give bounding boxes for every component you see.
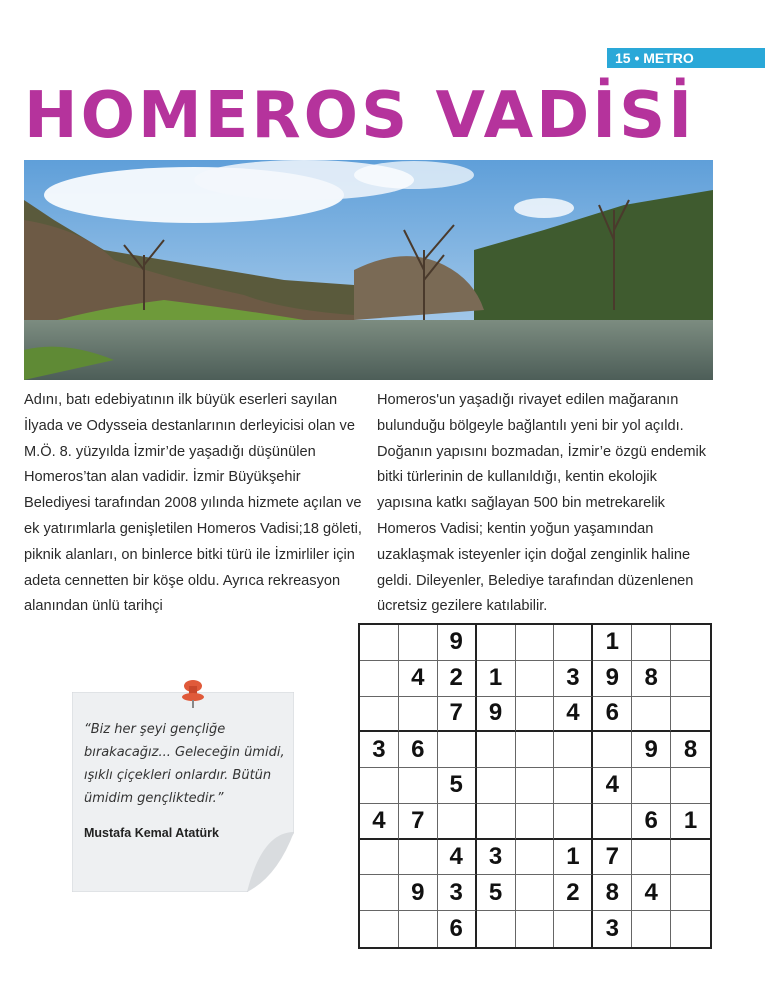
article-right-column: Homeros'un yaşadığı rivayet edilen mağaranın bulunduğu bölgeyle bağlantılı yeni bir yol açıldı. Doğanın yapısını bozmadan, İzmir’e özgü endemik bitki türlerinin de kullanıldığı, kentin ekolojik yapısına katkı sağlayan 500 bin metrekarelik Homeros Vadisi; kentin yoğun yaşamından uzaklaşmak isteyenler için doğal zenginlik haline geldi. Dileyenler, Belediye tarafından düzenlenen ücretsiz gezilere katılabilir. xyxy=(377,392,707,615)
quote-author: Mustafa Kemal Atatürk xyxy=(84,826,219,840)
sudoku-cell xyxy=(671,768,710,804)
sudoku-cell xyxy=(516,804,555,840)
sudoku-cell xyxy=(516,732,555,768)
sudoku-cell: 6 xyxy=(399,732,438,768)
sudoku-cell xyxy=(593,732,632,768)
sudoku-cell: 2 xyxy=(554,875,593,911)
sudoku-cell xyxy=(593,804,632,840)
sudoku-cell: 4 xyxy=(438,840,477,876)
sudoku-cell: 3 xyxy=(554,661,593,697)
sudoku-cell: 6 xyxy=(438,911,477,947)
sudoku-cell xyxy=(360,875,399,911)
sudoku-cell: 9 xyxy=(399,875,438,911)
sudoku-cell xyxy=(477,804,516,840)
sudoku-cell xyxy=(360,840,399,876)
sudoku-cell xyxy=(360,697,399,733)
sudoku-cell: 3 xyxy=(360,732,399,768)
sudoku-cell xyxy=(477,768,516,804)
sudoku-cell xyxy=(554,625,593,661)
sudoku-cell xyxy=(671,875,710,911)
sudoku-cell xyxy=(399,768,438,804)
quote-note xyxy=(72,692,294,892)
sudoku-cell xyxy=(360,625,399,661)
sudoku-cell xyxy=(516,911,555,947)
sudoku-cell xyxy=(554,911,593,947)
sudoku-cell xyxy=(516,768,555,804)
landscape-photo xyxy=(24,160,713,380)
sudoku-cell: 3 xyxy=(477,840,516,876)
sudoku-cell xyxy=(632,768,671,804)
sudoku-cell xyxy=(477,625,516,661)
sudoku-cell: 7 xyxy=(593,840,632,876)
sudoku-cell: 1 xyxy=(554,840,593,876)
sudoku-cell: 4 xyxy=(360,804,399,840)
sudoku-cell xyxy=(671,697,710,733)
sudoku-cell xyxy=(438,804,477,840)
sudoku-cell xyxy=(671,911,710,947)
pushpin-icon xyxy=(180,678,206,708)
sudoku-cell xyxy=(632,697,671,733)
sudoku-cell: 4 xyxy=(554,697,593,733)
sudoku-cell: 9 xyxy=(632,732,671,768)
page-title: HOMEROS VADİSİ xyxy=(24,79,695,153)
sudoku-cell: 5 xyxy=(477,875,516,911)
sudoku-cell: 1 xyxy=(477,661,516,697)
sudoku-cell xyxy=(671,625,710,661)
sudoku-cell xyxy=(516,697,555,733)
sudoku-cell: 3 xyxy=(438,875,477,911)
sudoku-cell: 8 xyxy=(632,661,671,697)
sudoku-cell xyxy=(477,732,516,768)
sudoku-cell xyxy=(438,732,477,768)
sudoku-cell: 1 xyxy=(671,804,710,840)
sudoku-cell xyxy=(360,768,399,804)
sudoku-cell xyxy=(632,625,671,661)
sudoku-cell xyxy=(671,840,710,876)
quote-text: “Biz her şeyi gençliğe bırakacağız... Geleceğin ümidi, ışıklı çiçekleri onlardır. Bütün ümidim gençliktedir.” xyxy=(84,722,285,806)
sudoku-cell: 4 xyxy=(632,875,671,911)
sudoku-cell xyxy=(360,661,399,697)
sudoku-cell xyxy=(554,732,593,768)
sudoku-cell xyxy=(632,840,671,876)
sudoku-cell xyxy=(554,768,593,804)
sudoku-cell xyxy=(516,661,555,697)
sudoku-cell: 9 xyxy=(593,661,632,697)
sudoku-cell xyxy=(399,911,438,947)
sudoku-cell: 3 xyxy=(593,911,632,947)
sudoku-cell: 7 xyxy=(438,697,477,733)
sudoku-grid xyxy=(358,623,712,949)
sudoku-cell xyxy=(399,697,438,733)
sudoku-cell: 5 xyxy=(438,768,477,804)
sudoku-cell xyxy=(632,911,671,947)
sudoku-cell: 4 xyxy=(593,768,632,804)
sudoku-cell xyxy=(554,804,593,840)
sudoku-cell: 2 xyxy=(438,661,477,697)
sudoku-cell: 1 xyxy=(593,625,632,661)
sudoku-cell xyxy=(516,875,555,911)
sudoku-cell xyxy=(516,840,555,876)
sudoku-cell: 8 xyxy=(593,875,632,911)
sudoku-cell xyxy=(671,661,710,697)
article-left-column: Adını, batı edebiyatının ilk büyük eserleri sayılan İlyada ve Odysseia destanlarının derleyicisi olan ve M.Ö. 8. yüzyılda İzmir’de yaşadığı düşünülen Homeros’tan alan vadidir. İzmir Büyükşehir Belediyesi tarafından 2008 yılında hizmete açılan ve ek yatırımlarla genişletilen Homeros Vadisi;18 göleti, piknik alanları, on binlerce bitki türü ile İzmirliler için adeta cennetten bir köşe oldu. Ayrıca rekreasyon alanından ünlü tarihçi xyxy=(24,392,362,615)
sudoku-cell: 7 xyxy=(399,804,438,840)
sudoku-cell xyxy=(516,625,555,661)
sudoku-cell: 6 xyxy=(632,804,671,840)
sudoku-cell: 9 xyxy=(477,697,516,733)
sudoku-cell xyxy=(360,911,399,947)
sudoku-cell xyxy=(399,840,438,876)
sudoku-cell: 9 xyxy=(438,625,477,661)
sudoku-cell: 8 xyxy=(671,732,710,768)
sudoku-cell: 4 xyxy=(399,661,438,697)
sudoku-cell xyxy=(399,625,438,661)
sudoku-cell xyxy=(477,911,516,947)
sudoku-cell: 6 xyxy=(593,697,632,733)
page-number-badge: 15 • METRO xyxy=(607,48,765,68)
